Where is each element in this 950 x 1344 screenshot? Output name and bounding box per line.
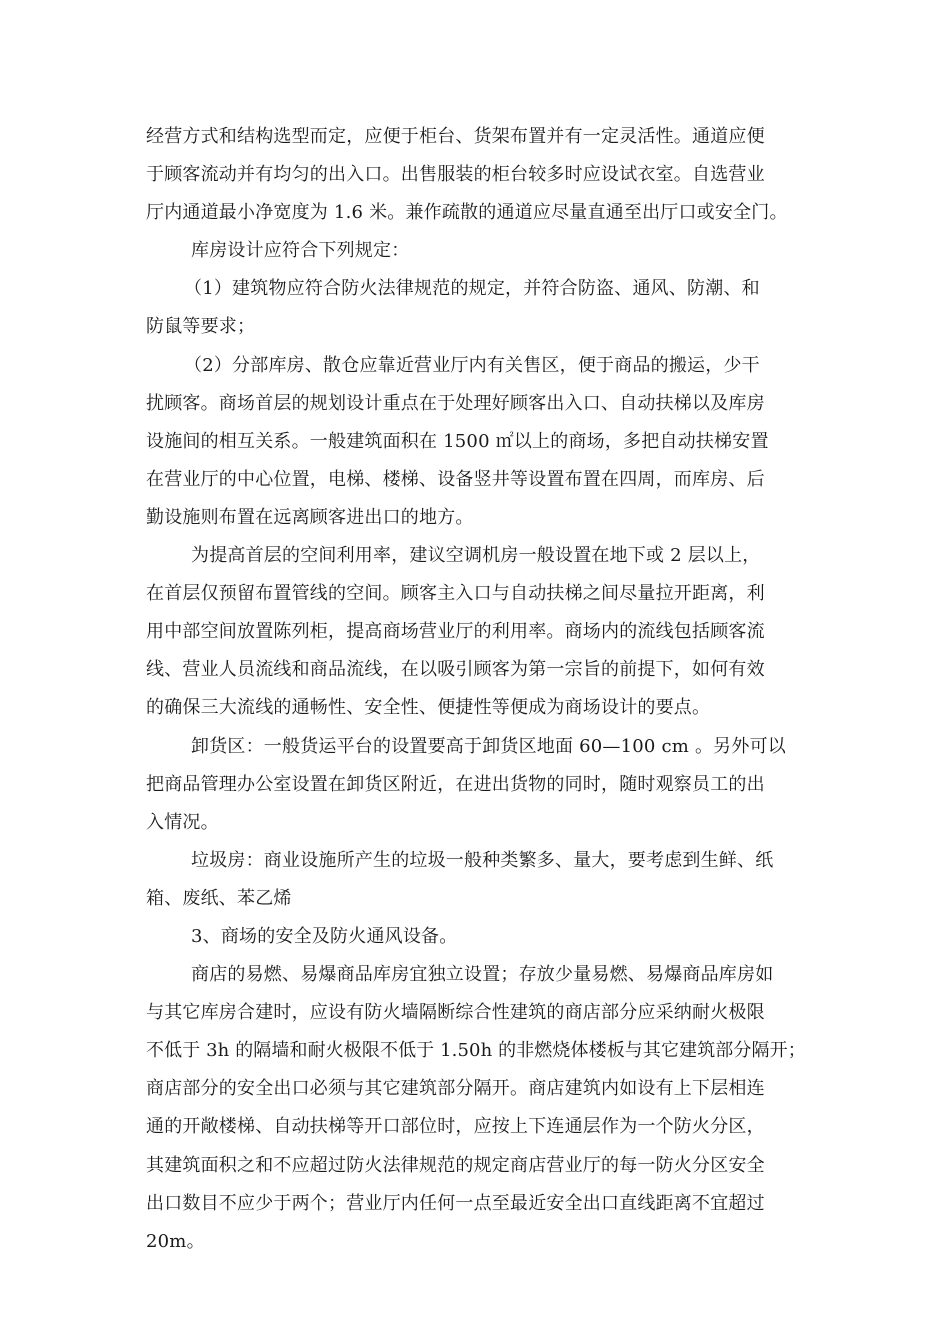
text-line: 为提高首层的空间利用率，建议空调机房一般设置在地下或 2 层以上， — [191, 545, 761, 567]
text-line: 厅内通道最小净宽度为 1.6 米。兼作疏散的通道应尽量直通至出厅口或安全门。 — [146, 202, 788, 224]
text-line: 防鼠等要求； — [146, 316, 256, 338]
text-line: 出口数目不应少于两个；营业厅内任何一点至最近安全出口直线距离不宜超过 — [146, 1192, 765, 1214]
text-line: 商店部分的安全出口必须与其它建筑部分隔开。商店建筑内如设有上下层相连 — [146, 1078, 765, 1100]
text-line: 3、商场的安全及防火通风设备。 — [191, 925, 458, 947]
text-line: 勤设施则布置在远离顾客进出口的地方。 — [146, 506, 474, 528]
text-line: 用中部空间放置陈列柜，提高商场营业厅的利用率。商场内的流线包括顾客流 — [146, 621, 765, 643]
text-line: 设施间的相互关系。一般建筑面积在 1500 ㎡以上的商场，多把自动扶梯安置 — [146, 430, 769, 452]
text-line: 与其它库房合建时，应设有防火墙隔断综合性建筑的商店部分应采纳耐火极限 — [146, 1002, 765, 1024]
text-line: 商店的易燃、易爆商品库房宜独立设置；存放少量易燃、易爆商品库房如 — [191, 964, 774, 986]
text-line: 把商品管理办公室设置在卸货区附近，在进出货物的同时，随时观察员工的出 — [146, 773, 765, 795]
text-line: 箱、废纸、苯乙烯 — [146, 887, 292, 909]
text-line: （1）建筑物应符合防火法律规范的规定，并符合防盗、通风、防潮、和 — [184, 278, 760, 300]
text-line: 入情况。 — [146, 811, 219, 833]
text-line: 其建筑面积之和不应超过防火法律规范的规定商店营业厅的每一防火分区安全 — [146, 1154, 765, 1176]
text-line: 线、营业人员流线和商品流线，在以吸引顾客为第一宗旨的前提下，如何有效 — [146, 659, 765, 681]
text-line: 卸货区：一般货运平台的设置要高于卸货区地面 60—100 cm 。另外可以 — [191, 735, 786, 757]
text-line: 经营方式和结构选型而定，应便于柜台、货架布置并有一定灵活性。通道应便 — [146, 126, 765, 147]
text-line: 通的开敞楼梯、自动扶梯等开口部位时，应按上下连通层作为一个防火分区， — [146, 1116, 765, 1138]
document-body — [146, 118, 806, 1261]
text-line: 扰顾客。商场首层的规划设计重点在于处理好顾客出入口、自动扶梯以及库房 — [146, 392, 765, 414]
text-line: 不低于 3h 的隔墙和耐火极限不低于 1.50h 的非燃烧体楼板与其它建筑部分隔开； — [146, 1040, 806, 1062]
text-line: （2）分部库房、散仓应靠近营业厅内有关售区，便于商品的搬运，少干 — [184, 354, 760, 376]
text-line: 库房设计应符合下列规定： — [191, 240, 410, 262]
text-line: 在首层仅预留布置管线的空间。顾客主入口与自动扶梯之间尽量拉开距离，利 — [146, 583, 765, 605]
text-line: 20m。 — [146, 1230, 205, 1252]
text-line: 于顾客流动并有均匀的出入口。出售服装的柜台较多时应设试衣室。自选营业 — [146, 164, 765, 186]
text-line: 在营业厅的中心位置，电梯、楼梯、设备竖井等设置布置在四周，而库房、后 — [146, 468, 765, 490]
text-line: 垃圾房：商业设施所产生的垃圾一般种类繁多、量大，要考虑到生鲜、纸 — [191, 849, 774, 871]
text-line: 的确保三大流线的通畅性、安全性、便捷性等便成为商场设计的要点。 — [146, 697, 711, 719]
